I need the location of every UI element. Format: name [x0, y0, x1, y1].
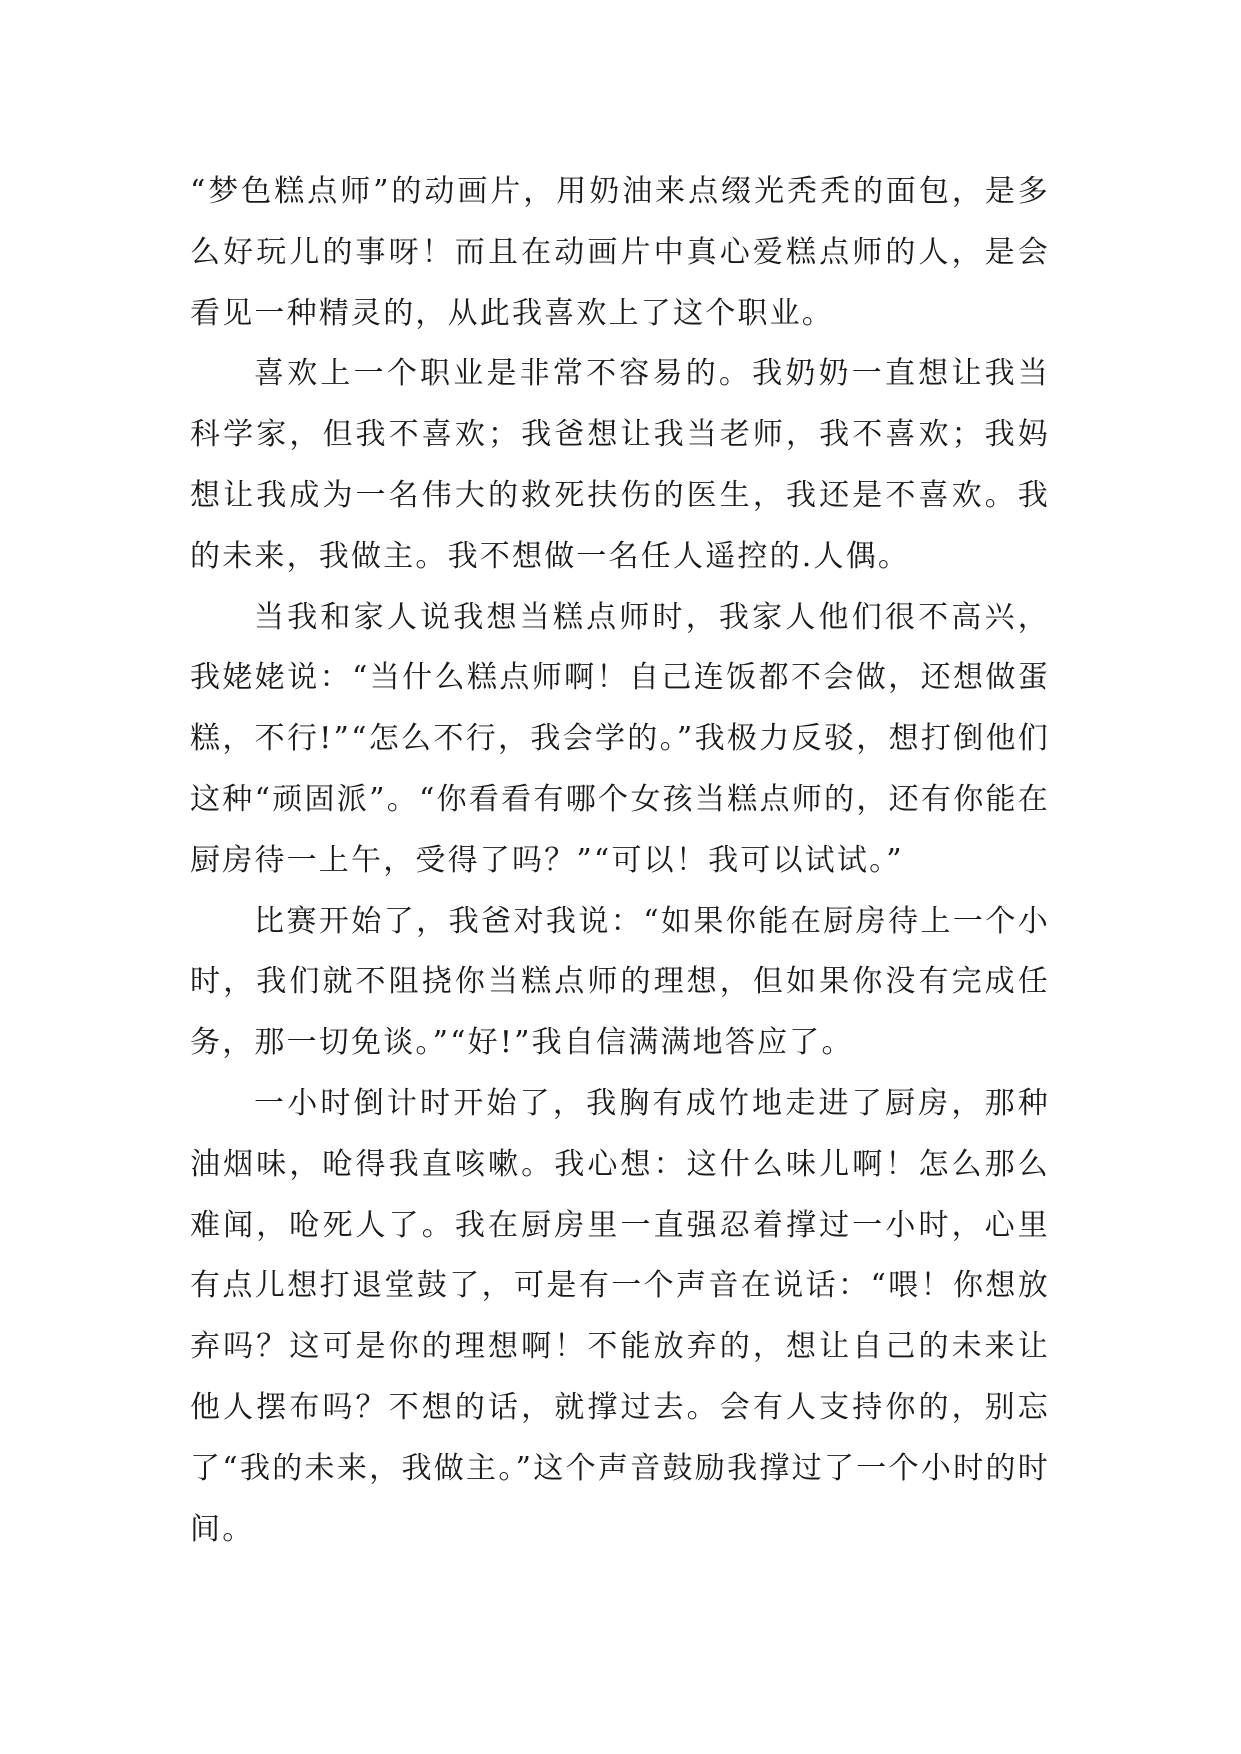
paragraph-2: 喜欢上一个职业是非常不容易的。我奶奶一直想让我当科学家，但我不喜欢；我爸想让我当老师，我不喜欢；我妈想让我成为一名伟大的救死扶伤的医生，我还是不喜欢。我的未来，我做主。我不想做一名任人遥控的.人偶。 [190, 356, 1050, 574]
document-body [190, 162, 1050, 1560]
paragraph-3: 当我和家人说我想当糕点师时，我家人他们很不高兴，我姥姥说：“当什么糕点师啊！自己连饭都不会做，还想做蛋糕，不行!”“怎么不行，我会学的。”我极力反驳，想打倒他们这种“顽固派”。“你看看有哪个女孩当糕点师的，还有你能在厨房待一上午，受得了吗？”“可以！我可以试试。” [190, 599, 1050, 878]
paragraph-5: 一小时倒计时开始了，我胸有成竹地走进了厨房，那种油烟味，呛得我直咳嗽。我心想：这什么味儿啊！怎么那么难闻，呛死人了。我在厨房里一直强忍着撑过一小时，心里有点儿想打退堂鼓了，可是有一个声音在说话：“喂！你想放弃吗？这可是你的理想啊！不能放弃的，想让自己的未来让他人摆布吗？不想的话，就撑过去。会有人支持你的，别忘了“我的未来，我做主。”这个声音鼓励我撑过了一个小时的时间。 [190, 1085, 1050, 1547]
paragraph-1: “梦色糕点师”的动画片，用奶油来点缀光秃秃的面包，是多么好玩儿的事呀！而且在动画片中真心爱糕点师的人，是会看见一种精灵的，从此我喜欢上了这个职业。 [190, 174, 1050, 331]
paragraph-4: 比赛开始了，我爸对我说：“如果你能在厨房待上一个小时，我们就不阻挠你当糕点师的理想，但如果你没有完成任务，那一切免谈。”“好!”我自信满满地答应了。 [190, 903, 1050, 1061]
